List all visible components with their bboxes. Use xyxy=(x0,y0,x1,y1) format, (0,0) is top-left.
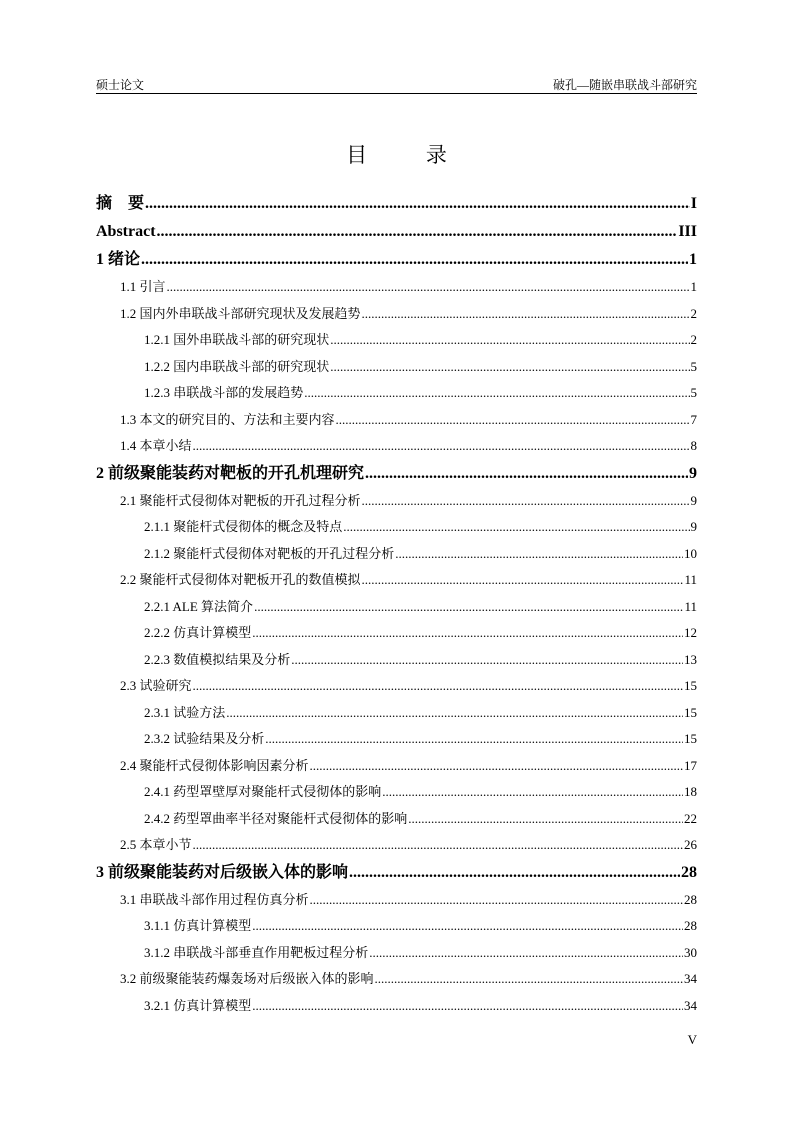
toc-entry-page: 22 xyxy=(684,810,697,826)
toc-entry-label: Abstract xyxy=(96,223,156,240)
toc-entry[interactable] xyxy=(96,859,697,887)
toc-dot-leader xyxy=(362,567,684,594)
toc-dot-leader xyxy=(395,541,683,568)
toc-entry-page: 28 xyxy=(681,863,697,881)
toc-dot-leader xyxy=(369,940,683,967)
toc-entry-label: 2.5 本章小节 xyxy=(120,837,192,852)
toc-entry-label: 2.2 聚能杆式侵彻体对靶板开孔的数值模拟 xyxy=(120,572,361,587)
toc-entry-page: 34 xyxy=(684,971,697,986)
toc-dot-leader xyxy=(330,327,689,354)
toc-entry-page: 5 xyxy=(690,385,697,400)
toc-dot-leader xyxy=(252,620,683,647)
toc-entry[interactable] xyxy=(96,327,697,354)
header-thesis-type: 硕士论文 xyxy=(96,78,145,92)
toc-dot-leader xyxy=(291,647,683,674)
toc-entry-label: 2.1.1 聚能杆式侵彻体的概念及特点 xyxy=(144,519,343,534)
toc-entry-page: 26 xyxy=(684,837,697,852)
toc-entry-label: 1.2 国内外串联战斗部研究现状及发展趋势 xyxy=(120,305,361,321)
toc-entry-label: 1.3 本文的研究目的、方法和主要内容 xyxy=(120,411,335,427)
toc-entry[interactable] xyxy=(96,488,697,515)
toc-entry[interactable] xyxy=(96,700,697,727)
toc-entry-label: 摘 要 xyxy=(96,195,145,212)
header-rule xyxy=(96,93,697,94)
toc-entry-label: 2.2.1 ALE 算法简介 xyxy=(144,598,254,614)
toc-entry-page: 5 xyxy=(690,358,697,374)
toc-dot-leader xyxy=(365,460,688,488)
toc-entry[interactable] xyxy=(96,460,697,488)
toc-dot-leader xyxy=(362,301,690,328)
toc-entry-label: 1 绪论 xyxy=(96,251,141,268)
toc-entry[interactable] xyxy=(96,887,697,914)
toc-entry[interactable] xyxy=(96,380,697,407)
toc-entry-page: 11 xyxy=(684,572,697,587)
toc-dot-leader xyxy=(362,488,690,515)
toc-dot-leader xyxy=(193,433,690,460)
toc-entry-page: 9 xyxy=(690,492,697,508)
toc-entry[interactable] xyxy=(96,541,697,568)
toc-entry[interactable] xyxy=(96,594,697,621)
toc-entry-label: 2.2.2 仿真计算模型 xyxy=(144,625,252,640)
toc-dot-leader xyxy=(193,673,683,700)
toc-entry-page: 9 xyxy=(690,519,697,534)
toc-entry-label: 3.2 前级聚能装药爆轰场对后级嵌入体的影响 xyxy=(120,971,374,986)
toc-dot-leader xyxy=(343,514,689,541)
toc-entry-page: 11 xyxy=(684,598,697,614)
toc-entry-label: 2 前级聚能装药对靶板的开孔机理研究 xyxy=(96,464,365,482)
toc-entry[interactable] xyxy=(96,673,697,700)
toc-dot-leader xyxy=(330,354,689,381)
toc-dot-leader xyxy=(254,594,683,621)
toc-dot-leader xyxy=(265,726,683,753)
toc-entry[interactable] xyxy=(96,620,697,647)
toc-entry-label: 1.2.1 国外串联战斗部的研究现状 xyxy=(144,332,330,347)
toc-entry-label: 1.1 引言 xyxy=(120,279,166,294)
toc-dot-leader xyxy=(252,993,683,1020)
toc-entry-page: 13 xyxy=(684,651,697,667)
toc-entry[interactable] xyxy=(96,753,697,780)
page-number: V xyxy=(687,1032,697,1047)
toc-entry-page: 15 xyxy=(684,678,697,693)
toc-entry[interactable] xyxy=(96,993,697,1020)
toc-entry[interactable] xyxy=(96,726,697,753)
toc-dot-leader xyxy=(382,779,683,806)
toc-entry-label: 2.1.2 聚能杆式侵彻体对靶板的开孔过程分析 xyxy=(144,545,395,561)
toc-dot-leader xyxy=(167,274,690,301)
toc-entry-page: 2 xyxy=(690,332,697,347)
toc-dot-leader xyxy=(310,753,683,780)
toc-entry[interactable] xyxy=(96,301,697,328)
toc-entry[interactable] xyxy=(96,832,697,859)
toc-entry-page: 10 xyxy=(684,545,697,561)
toc-entry-page: 18 xyxy=(684,784,697,799)
toc-entry-label: 3.1.1 仿真计算模型 xyxy=(144,918,252,933)
toc-entry-page: 1 xyxy=(690,279,697,294)
toc-entry[interactable] xyxy=(96,806,697,833)
toc-dot-leader xyxy=(252,913,683,940)
toc-entry-page: 34 xyxy=(684,997,697,1013)
toc-entry[interactable] xyxy=(96,913,697,940)
toc-entry-page: 9 xyxy=(689,464,697,482)
toc-dot-leader xyxy=(336,407,690,434)
toc-entry-label: 2.3 试验研究 xyxy=(120,678,192,693)
toc-entry[interactable] xyxy=(96,514,697,541)
toc-entry[interactable] xyxy=(96,274,697,301)
toc-entry[interactable] xyxy=(96,218,697,246)
toc-entry-label: 3.2.1 仿真计算模型 xyxy=(144,997,252,1013)
toc-entry-label: 2.1 聚能杆式侵彻体对靶板的开孔过程分析 xyxy=(120,492,361,508)
running-header xyxy=(96,76,697,94)
toc-entry-label: 2.2.3 数值模拟结果及分析 xyxy=(144,651,291,667)
toc-entry[interactable] xyxy=(96,407,697,434)
toc-entry[interactable] xyxy=(96,966,697,993)
toc-entry-label: 2.4.2 药型罩曲率半径对聚能杆式侵彻体的影响 xyxy=(144,810,408,826)
toc-entry-label: 3 前级聚能装药对后级嵌入体的影响 xyxy=(96,863,349,881)
toc-entry[interactable] xyxy=(96,354,697,381)
toc-entry-label: 1.4 本章小结 xyxy=(120,438,192,453)
toc-entry[interactable] xyxy=(96,940,697,967)
toc-entry[interactable] xyxy=(96,246,697,274)
toc-entry-page: 30 xyxy=(684,944,697,960)
toc-entry[interactable] xyxy=(96,567,697,594)
toc-dot-leader xyxy=(310,887,683,914)
header-thesis-title: 破孔—随嵌串联战斗部研究 xyxy=(552,78,697,92)
toc-entry-page: 2 xyxy=(690,305,697,321)
toc-dot-leader xyxy=(226,700,683,727)
toc-entry-page: 15 xyxy=(684,704,697,720)
toc-entry-page: 15 xyxy=(684,731,697,746)
toc-entry-label: 3.1.2 串联战斗部垂直作用靶板过程分析 xyxy=(144,944,369,960)
toc-entry-label: 2.3.1 试验方法 xyxy=(144,704,226,720)
toc-dot-leader xyxy=(349,859,680,887)
toc-entry-page: I xyxy=(690,195,697,212)
toc-dot-leader xyxy=(141,246,688,274)
toc-dot-leader xyxy=(157,218,678,246)
toc-title: 目 录 xyxy=(346,143,473,167)
toc-entry[interactable] xyxy=(96,647,697,674)
toc-entry-label: 1.2.2 国内串联战斗部的研究现状 xyxy=(144,358,330,374)
toc-entry-label: 2.4.1 药型罩壁厚对聚能杆式侵彻体的影响 xyxy=(144,784,382,799)
toc-entry[interactable] xyxy=(96,779,697,806)
toc-dot-leader xyxy=(304,380,689,407)
toc-dot-leader xyxy=(408,806,683,833)
toc-entry-label: 1.2.3 串联战斗部的发展趋势 xyxy=(144,385,304,400)
toc-dot-leader xyxy=(193,832,683,859)
toc-entry-label: 3.1 串联战斗部作用过程仿真分析 xyxy=(120,891,309,907)
toc-dot-leader xyxy=(145,190,690,218)
toc-dot-leader xyxy=(375,966,683,993)
toc-entry[interactable] xyxy=(96,433,697,460)
toc-entry-page: III xyxy=(678,223,697,240)
toc-entry-label: 2.3.2 试验结果及分析 xyxy=(144,731,265,746)
toc-entry-label: 2.4 聚能杆式侵彻体影响因素分析 xyxy=(120,757,309,773)
toc-entry-page: 12 xyxy=(684,625,697,640)
table-of-contents xyxy=(96,190,697,1019)
toc-entry-page: 17 xyxy=(684,757,697,773)
toc-entry-page: 1 xyxy=(689,251,697,268)
toc-entry-page: 28 xyxy=(684,891,697,907)
toc-entry-page: 8 xyxy=(690,438,697,453)
toc-entry[interactable] xyxy=(96,190,697,218)
toc-entry-page: 28 xyxy=(684,918,697,933)
toc-entry-page: 7 xyxy=(690,411,697,427)
